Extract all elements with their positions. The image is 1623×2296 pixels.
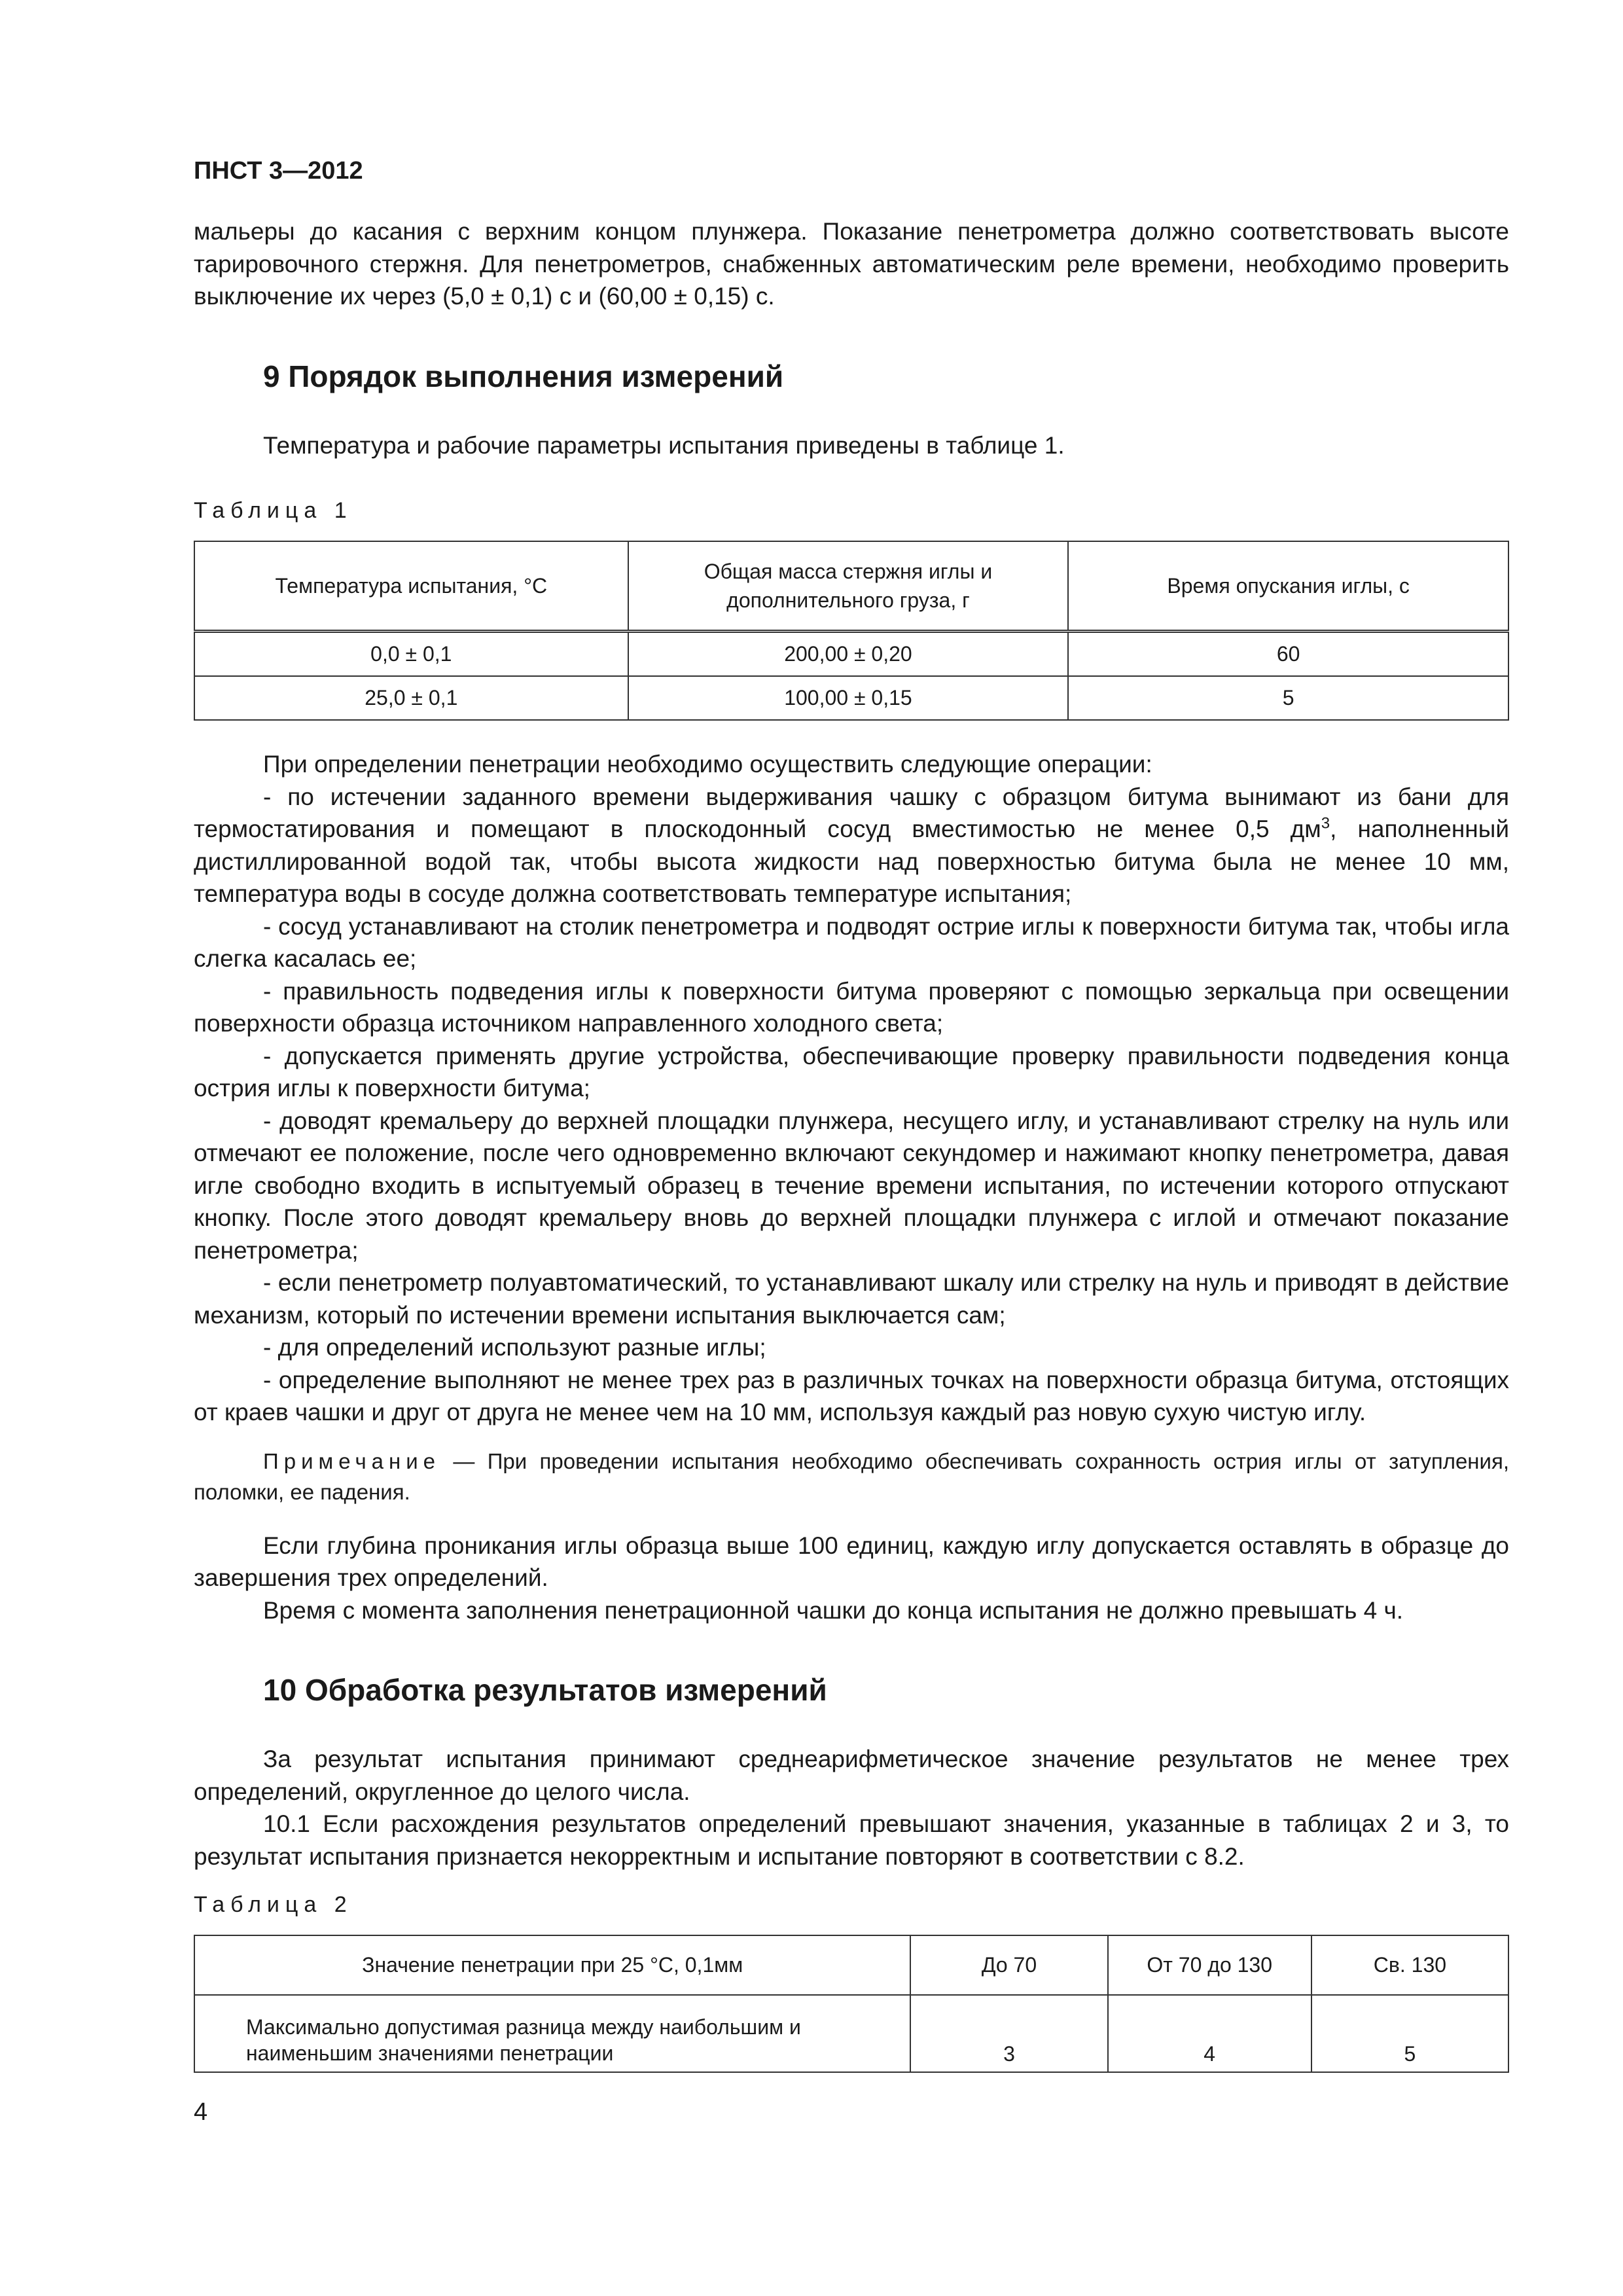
table-1-header-temperature: Температура испытания, °С	[194, 541, 628, 632]
paragraph: 10.1 Если расхождения результатов определений превышают значения, указанные в таблицах 2 и 3, то результат испытания признается некорректным и испытание повторяют в соответствии с 8.2.	[194, 1810, 1509, 1870]
table-1-header-mass: Общая масса стержня иглы и дополнительного груза, г	[628, 541, 1069, 632]
list-item: - правильность подведения иглы к поверхности битума проверяют с помощью зеркальца при освещении поверхности образца источником направленного холодного света;	[194, 977, 1509, 1037]
table-2-header-row	[194, 1935, 1508, 1995]
table-1-header-row	[194, 541, 1508, 632]
table-2-header-70-to-130: От 70 до 130	[1108, 1935, 1311, 1995]
list-item-text: , наполненный дистиллированной водой так, чтобы высота жидкости над поверхностью битума была не менее 10 мм, температура воды в сосуде должна соответствовать температуре испытания;	[194, 816, 1509, 907]
section-9-title: 9 Порядок выполнения измерений	[263, 359, 784, 393]
table-cell: 5	[1311, 1995, 1508, 2072]
table-row	[194, 676, 1508, 720]
list-item: - допускается применять другие устройства, обеспечивающие проверку правильности подведения конца острия иглы к поверхности битума;	[194, 1042, 1509, 1102]
section-9-lead: Температура и рабочие параметры испытания приведены в таблице 1.	[263, 431, 1065, 459]
table-cell: 5	[1068, 676, 1508, 720]
note-text: — При проведении испытания необходимо обеспечивать сохранность острия иглы от затупления, поломки, ее падения.	[194, 1448, 1509, 1504]
note	[194, 1446, 1509, 1507]
list-item	[194, 781, 1509, 910]
table-cell: 200,00 ± 0,20	[628, 632, 1069, 677]
table-cell: 100,00 ± 0,15	[628, 676, 1069, 720]
table-2	[194, 1935, 1509, 2073]
document-id: ПНСТ 3—2012	[194, 157, 363, 185]
paragraph: За результат испытания принимают среднеарифметическое значение результатов не менее трех определений, округленное до целого числа.	[194, 1746, 1509, 1805]
list-item-text: - по истечении заданного времени выдерживания чашку с образцом битума вынимают из бани для термостатирования и помещают в плоскодонный сосуд вместимостью не менее 0,5 дм	[194, 783, 1509, 842]
list-item: - определение выполняют не менее трех раз в различных точках на поверхности образца битума, отстоящих от краев чашки и друг от друга не менее чем на 10 мм, используя каждый раз новую сухую чистую иглу.	[194, 1366, 1509, 1426]
table-2-header-over-130: Св. 130	[1311, 1935, 1508, 1995]
table-1-label: Таблица 1	[194, 498, 353, 523]
table-row	[194, 632, 1508, 677]
document-page	[194, 157, 1509, 2073]
table-cell: 4	[1108, 1995, 1311, 2072]
operations-lead: При определении пенетрации необходимо осуществить следующие операции:	[263, 751, 1152, 778]
section-10-title: 10 Обработка результатов измерений	[263, 1673, 827, 1707]
list-item: - доводят кремальеру до верхней площадки плунжера, несущего иглу, и устанавливают стрелку на нуль или отмечают ее положение, после чего одновременно включают секундомер и нажимают кнопку пенетрометра, давая игле свободно входить в испытуемый образец в течение времени испытания, по истечении которого отпускают кнопку. После этого доводят кремальеру вновь до верхней площадки плунжера с иглой и отмечают показание пенетрометра;	[194, 1107, 1509, 1264]
table-2-header-penetration: Значение пенетрации при 25 °С, 0,1мм	[194, 1935, 910, 1995]
table-1-header-time: Время опускания иглы, с	[1068, 541, 1508, 632]
table-1	[194, 541, 1509, 721]
intro-paragraph: мальеры до касания с верхним концом плунжера. Показание пенетрометра должно соответствовать высоте тарировочного стержня. Для пенетрометров, снабженных автоматическим реле времени, необходимо проверить выключение их через (5,0 ± 0,1) с и (60,00 ± 0,15) с.	[194, 218, 1509, 310]
table-row	[194, 1995, 1508, 2072]
table-cell: 3	[910, 1995, 1107, 2072]
paragraph: Время с момента заполнения пенетрационной чашки до конца испытания не должно превышать 4 ч.	[263, 1596, 1404, 1624]
list-item: - сосуд устанавливают на столик пенетрометра и подводят острие иглы к поверхности битума так, чтобы игла слегка касалась ее;	[194, 912, 1509, 972]
table-cell: Максимально допустимая разница между наибольшим и наименьшим значениями пенетрации	[194, 1995, 910, 2072]
list-item: - для определений используют разные иглы;	[263, 1334, 766, 1361]
table-2-header-up-to-70: До 70	[910, 1935, 1107, 1995]
table-cell: 60	[1068, 632, 1508, 677]
list-item: - если пенетрометр полуавтоматический, то устанавливают шкалу или стрелку на нуль и приводят в действие механизм, который по истечении времени испытания выключается сам;	[194, 1269, 1509, 1329]
paragraph: Если глубина проникания иглы образца выше 100 единиц, каждую иглу допускается оставлять в образце до завершения трех определений.	[194, 1532, 1509, 1591]
page-number: 4	[194, 2098, 208, 2126]
table-cell: 25,0 ± 0,1	[194, 676, 628, 720]
note-label: Примечание	[263, 1448, 441, 1473]
table-cell: 0,0 ± 0,1	[194, 632, 628, 677]
table-2-label: Таблица 2	[194, 1892, 353, 1917]
operations-list	[194, 781, 1509, 1429]
superscript: 3	[1321, 814, 1330, 833]
